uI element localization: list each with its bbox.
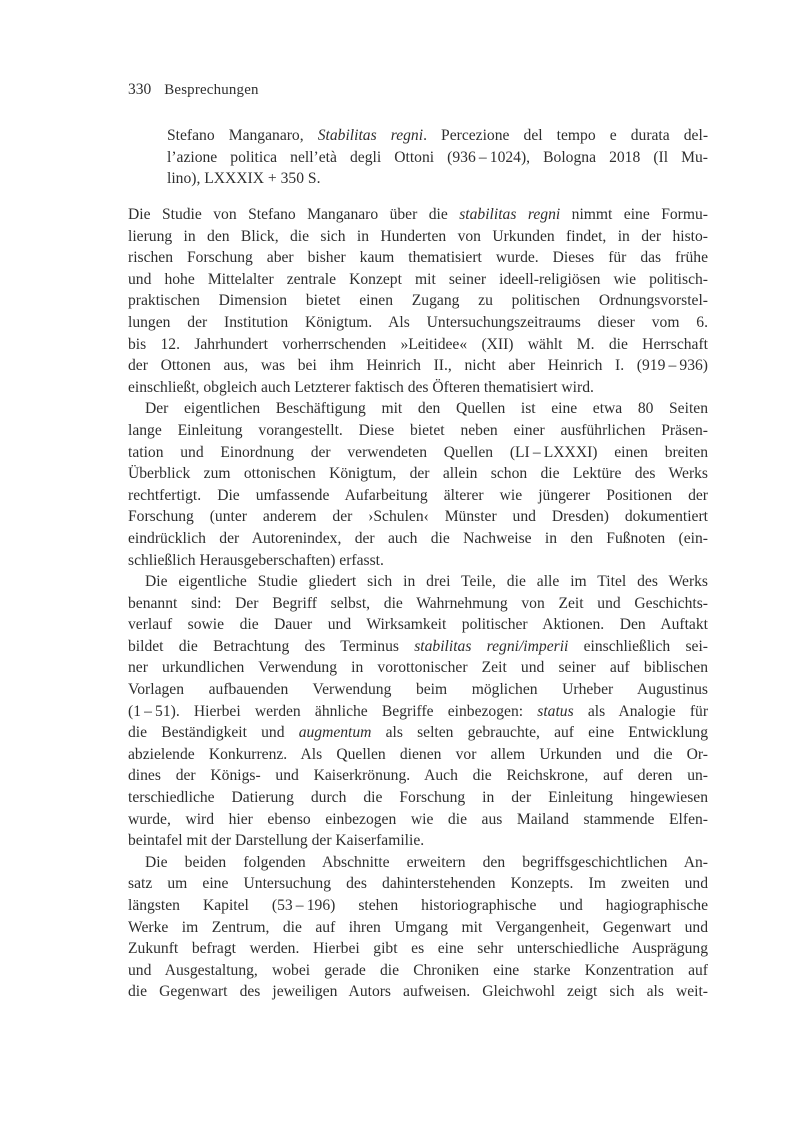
text-line [128, 809, 708, 831]
text-segment: längsten Kapitel (53 – 196) stehen historiographische und hagiographische [128, 897, 708, 914]
text-line [128, 981, 708, 1003]
text-line [128, 679, 708, 701]
text-line [128, 442, 708, 464]
text-line [128, 873, 708, 895]
running-title: Besprechungen [164, 82, 259, 98]
text-segment: . Percezione del tempo e durata del- [423, 127, 708, 144]
text-line [128, 701, 708, 723]
text-line [128, 593, 708, 615]
text-line [128, 312, 708, 334]
paragraph-4 [128, 852, 708, 1003]
citation-line [167, 125, 708, 147]
text-line [128, 528, 708, 550]
text-segment: Stefano Manganaro, [167, 127, 318, 144]
text-segment: terschiedliche Datierung durch die Forschung in der Einleitung hingewiesen [128, 789, 708, 807]
text-line [128, 550, 708, 572]
text-segment: die Beständigkeit und [128, 724, 299, 742]
text-segment: Die beiden folgenden Abschnitte erweitern den begriffsgeschichtlichen An- [145, 853, 708, 871]
body-text [128, 204, 708, 1003]
text-line [128, 614, 708, 636]
text-segment: Die Studie von Stefano Manganaro über die [128, 206, 460, 223]
text-segment: ner urkundlichen Verwendung in vorottonischer Zeit und seiner auf biblischen [128, 659, 708, 677]
text-line [128, 398, 708, 420]
text-segment: Der eigentlichen Beschäftigung mit den Quellen ist eine etwa 80 Seiten [145, 400, 708, 418]
text-line [128, 571, 708, 593]
text-segment: Zukunft befragt werden. Hierbei gibt es eine sehr unterschiedliche Ausprägung [128, 940, 708, 958]
italic-text-segment: status [537, 702, 574, 720]
text-segment: eindrücklich der Autorenindex, der auch die Nachweise in den Fußnoten (ein- [128, 529, 708, 547]
text-line [128, 420, 708, 442]
text-segment: Die eigentliche Studie gliedert sich in drei Teile, die alle im Titel des Werks [145, 573, 708, 591]
italic-text-segment: Stabilitas regni [317, 127, 424, 144]
italic-text-segment: stabilitas regni [459, 206, 561, 223]
text-line [128, 744, 708, 766]
page-number: 330 [128, 81, 152, 98]
paragraph-3 [128, 571, 708, 852]
text-segment: Vorlagen aufbauenden Verwendung beim möglichen Urheber Augustinus [128, 681, 708, 699]
text-segment: der Ottonen aus, was bei ihm Heinrich II., nicht aber Heinrich I. (919 – 936) [128, 357, 708, 375]
text-line [128, 765, 708, 787]
text-line [128, 204, 708, 226]
citation-block [167, 125, 708, 190]
text-segment: verlauf sowie die Dauer und Wirksamkeit politischer Aktionen. Den Auftakt [128, 616, 708, 634]
text-segment: und Ausgestaltung, wobei gerade die Chroniken eine starke Konzentration auf [128, 961, 708, 979]
text-segment: Forschung (unter anderem der ›Schulen‹ Münster und Dresden) dokumentiert [128, 508, 708, 526]
text-line [128, 938, 708, 960]
text-segment: als Analogie für [573, 702, 708, 720]
citation-line [167, 168, 708, 190]
text-line [128, 895, 708, 917]
text-segment: bis 12. Jahrhundert vorherrschenden »Leitidee« (XII) wählt M. die Herrschaft [128, 335, 708, 353]
italic-text-segment: augmentum [298, 724, 372, 742]
text-line [128, 787, 708, 809]
text-line [128, 377, 708, 399]
text-line [128, 334, 708, 356]
text-segment: nimmt eine Formu- [560, 206, 708, 223]
text-segment: die Gegenwart des jeweiligen Autors aufweisen. Gleichwohl zeigt sich als weit- [128, 983, 708, 1001]
italic-text-segment: stabilitas regni/imperii [414, 637, 569, 655]
paragraph-1 [128, 204, 708, 398]
text-segment: rechtfertigt. Die umfassende Aufarbeitung älterer wie jüngerer Positionen der [128, 486, 708, 504]
text-segment: lungen der Institution Königtum. Als Untersuchungszeitraums dieser vom 6. [128, 313, 708, 331]
text-line [128, 636, 708, 658]
text-segment: lino), LXXXIX + 350 S. [167, 170, 321, 188]
text-segment: praktischen Dimension bietet einen Zugang zu politischen Ordnungsvorstel- [128, 292, 708, 310]
text-line [128, 226, 708, 248]
text-line [128, 917, 708, 939]
text-segment: schließlich Herausgeberschaften) erfasst. [128, 551, 384, 569]
text-segment: tation und Einordnung der verwendeten Quellen (LI – LXXXI) einen breiten [128, 443, 708, 461]
text-line [128, 830, 708, 852]
running-header [128, 79, 259, 101]
citation-line [167, 147, 708, 169]
text-segment: und hohe Mittelalter zentrale Konzept mit seiner ideell-religiösen wie politisch- [128, 270, 708, 288]
text-segment: l’azione politica nell’età degli Ottoni (936 – 1024), Bologna 2018 (Il Mu- [167, 148, 708, 166]
text-segment: einschließlich sei- [568, 637, 708, 655]
text-segment: rischen Forschung aber bisher kaum thematisiert wurde. Dieses für das frühe [128, 249, 708, 267]
text-line [128, 485, 708, 507]
text-segment: dines der Königs- und Kaiserkrönung. Auch die Reichskrone, auf deren un- [128, 767, 708, 785]
text-line [128, 355, 708, 377]
text-line [128, 722, 708, 744]
paragraph-2 [128, 398, 708, 571]
text-line [128, 960, 708, 982]
text-line [128, 852, 708, 874]
text-segment: wurde, wird hier ebenso einbezogen wie die aus Mailand stammende Elfen- [128, 810, 708, 828]
text-segment: lange Einleitung vorangestellt. Diese bietet neben einer ausführlichen Präsen- [128, 421, 708, 439]
text-segment: satz um eine Untersuchung des dahinterstehenden Konzepts. Im zweiten und [128, 875, 708, 893]
text-line [128, 463, 708, 485]
text-segment: Überblick zum ottonischen Königtum, der allein schon die Lektüre des Werks [128, 465, 708, 483]
text-segment: als selten gebrauchte, auf eine Entwicklung [371, 724, 708, 742]
text-segment: einschließt, obgleich auch Letzterer faktisch des Öfteren thematisiert wird. [128, 378, 594, 396]
text-segment: beintafel mit der Darstellung der Kaiserfamilie. [128, 832, 425, 850]
text-line [128, 269, 708, 291]
text-line [128, 506, 708, 528]
text-line [128, 290, 708, 312]
text-segment: benannt sind: Der Begriff selbst, die Wahrnehmung von Zeit und Geschichts- [128, 594, 708, 612]
text-segment: Werke im Zentrum, die auf ihren Umgang mit Vergangenheit, Gegenwart und [128, 918, 708, 936]
text-segment: (1 – 51). Hierbei werden ähnliche Begriffe einbezogen: [128, 702, 538, 720]
text-line [128, 657, 708, 679]
text-segment: bildet die Betrachtung des Terminus [128, 637, 415, 655]
text-line [128, 247, 708, 269]
text-segment: lierung in den Blick, die sich in Hunderten von Urkunden findet, in der histo- [128, 227, 708, 245]
text-segment: abzielende Konkurrenz. Als Quellen dienen vor allem Urkunden und die Or- [128, 745, 708, 763]
